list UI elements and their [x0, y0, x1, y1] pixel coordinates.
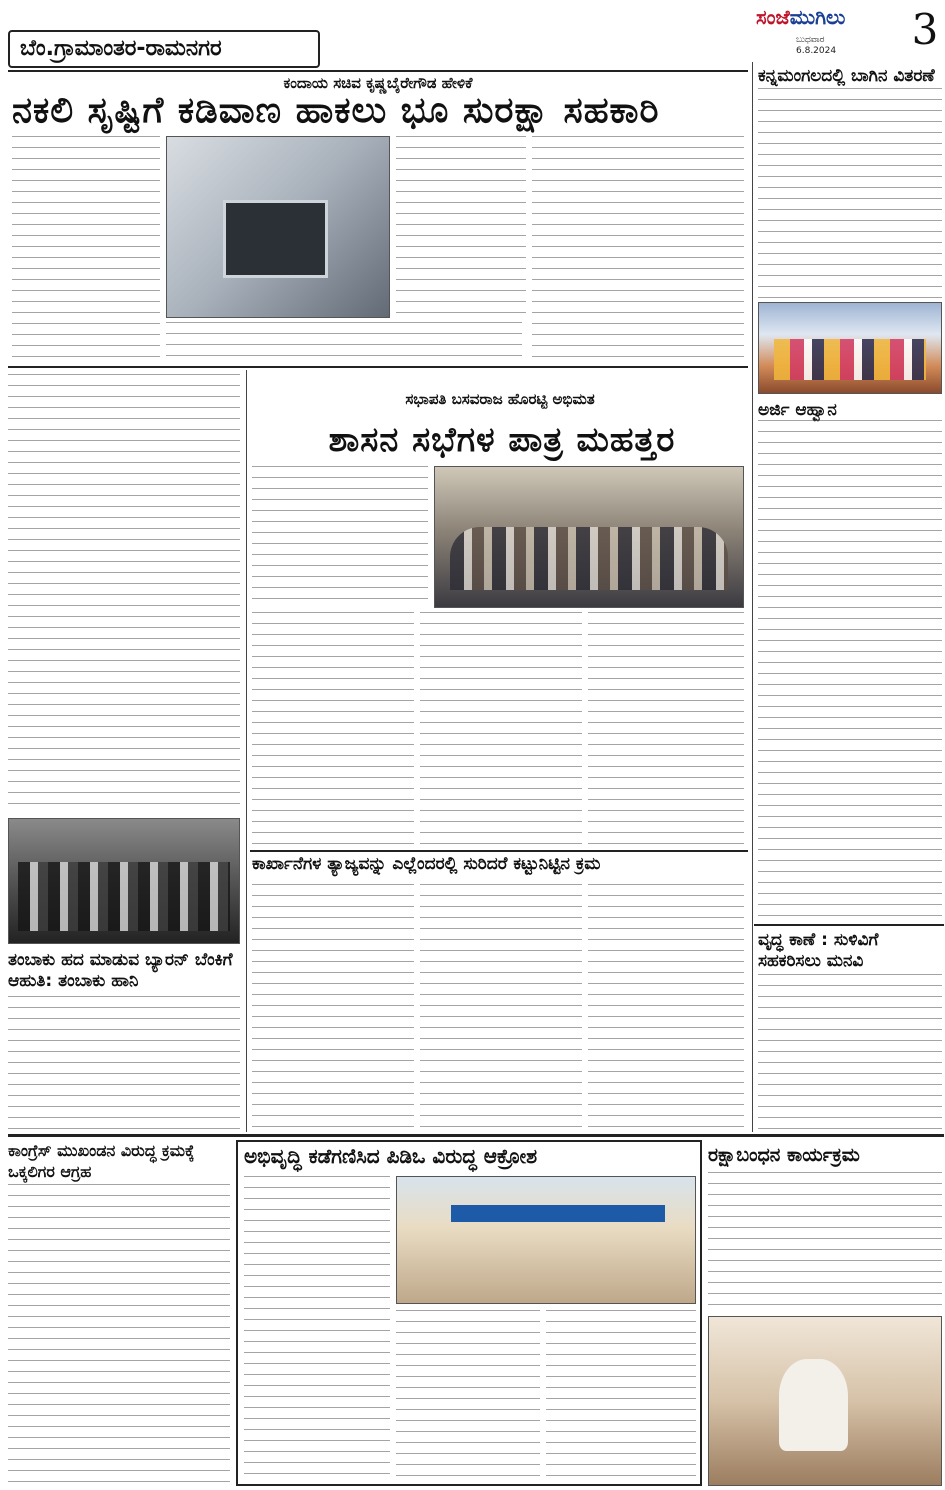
right-top-body	[758, 88, 942, 298]
right-top-headline: ಕನ್ನಮಂಗಲದಲ್ಲಿ ಬಾಗಿನ ವಿತರಣೆ	[758, 66, 935, 86]
logo-text-blue: ಮುಗಿಲು	[789, 5, 846, 29]
header-rule	[8, 70, 748, 72]
legislature-headline: ಶಾಸನ ಸಭೆಗಳ ಪಾತ್ರ ಮಹತ್ತರ	[328, 420, 676, 460]
bottom-band-rule	[8, 1134, 944, 1137]
pdo-photo	[396, 1176, 696, 1304]
pdo-headline: ಅಭಿವೃದ್ಧಿ ಕಡೆಗಣಿಸಿದ ಪಿಡಿಒ ವಿರುದ್ಧ ಆಕ್ರೋಶ	[244, 1144, 538, 1168]
masthead	[756, 5, 945, 61]
right-top-photo	[758, 302, 942, 394]
factory-body-col2	[420, 884, 582, 1130]
date: 6.8.2024	[796, 46, 837, 56]
application-body	[758, 420, 942, 920]
lead-body-col2	[396, 136, 526, 318]
pdo-body-col2	[396, 1310, 540, 1478]
left-body-text	[8, 374, 240, 814]
application-headline: ಅರ್ಜಿ ಆಹ್ವಾನ	[758, 400, 837, 420]
factory-body-col3	[588, 884, 744, 1130]
page-number: 3	[911, 5, 939, 54]
factory-headline: ಕಾರ್ಖಾನೆಗಳ ತ್ಯಾಜ್ಯವನ್ನು ಎಲ್ಲೆಂದರಲ್ಲಿ ಸುರಿದರೆ ಕಟ್ಟುನಿಟ್ಟಿನ ಕ್ರಮ	[252, 854, 601, 874]
congress-headline: ಕಾಂಗ್ರೆಸ್ ಮುಖಂಡನ ವಿರುದ್ಧ ಕ್ರಮಕ್ಕೆ ಒಕ್ಕಲಿಗರ ಆಗ್ರಹ	[8, 1141, 195, 1181]
legislature-body-col2	[252, 612, 414, 844]
legislature-kicker: ಸಭಾಪತಿ ಬಸವರಾಜ ಹೊರಟ್ಟಿ ಅಭಿಮತ	[405, 390, 595, 408]
pdo-body-col3	[546, 1310, 696, 1478]
rakshabandhan-photo	[708, 1316, 942, 1486]
lead-photo-caption	[166, 322, 522, 362]
elderly-headline: ವೃದ್ಧ ಕಾಣೆ : ಸುಳಿವಿಗೆ ಸಹಕರಿಸಲು ಮನವಿ	[758, 930, 879, 971]
factory-body-col1	[252, 884, 414, 1130]
lead-bottom-rule	[8, 366, 748, 368]
congress-body	[8, 1184, 230, 1484]
weekday: ಬುಧವಾರ	[796, 35, 825, 45]
tobacco-body	[8, 996, 240, 1130]
legislature-body-col4	[588, 612, 744, 844]
lead-body-col1	[12, 136, 160, 360]
issue-date	[796, 35, 836, 57]
pdo-body-col1	[244, 1176, 390, 1478]
lead-photo	[166, 136, 390, 318]
section-title: ಬೆಂ.ಗ್ರಾಮಾಂತರ-ರಾಮನಗರ	[8, 30, 320, 68]
elderly-body	[758, 974, 942, 1130]
newspaper-logo	[756, 5, 896, 35]
left-column-divider	[246, 370, 247, 1132]
tobacco-photo	[8, 818, 240, 944]
logo-text-red: ಸಂಜೆ	[756, 5, 790, 29]
legislature-bottom-rule	[250, 850, 748, 852]
lead-headline: ನಕಲಿ ಸೃಷ್ಟಿಗೆ ಕಡಿವಾಣ ಹಾಕಲು ಭೂ ಸುರಕ್ಷಾ ಸಹಕಾರಿ	[12, 90, 660, 131]
right-column-divider	[752, 62, 753, 1132]
right-mid-rule	[754, 924, 944, 926]
lead-kicker: ಕಂದಾಯ ಸಚಿವ ಕೃಷ್ಣಬೈರೇಗೌಡ ಹೇಳಿಕೆ	[283, 74, 473, 92]
tobacco-headline: ತಂಬಾಕು ಹದ ಮಾಡುವ ಬ್ಯಾರನ್ ಬೆಂಕಿಗೆ ಆಹುತಿ: ತಂಬಾಕು ಹಾನಿ	[8, 950, 233, 991]
legislature-photo	[434, 466, 744, 608]
lead-body-col3	[532, 136, 744, 362]
legislature-body-col1	[252, 466, 428, 606]
legislature-body-col3	[420, 612, 582, 844]
rakshabandhan-body	[708, 1172, 942, 1312]
rakshabandhan-headline: ರಕ್ಷಾಬಂಧನ ಕಾರ್ಯಕ್ರಮ	[708, 1144, 860, 1166]
